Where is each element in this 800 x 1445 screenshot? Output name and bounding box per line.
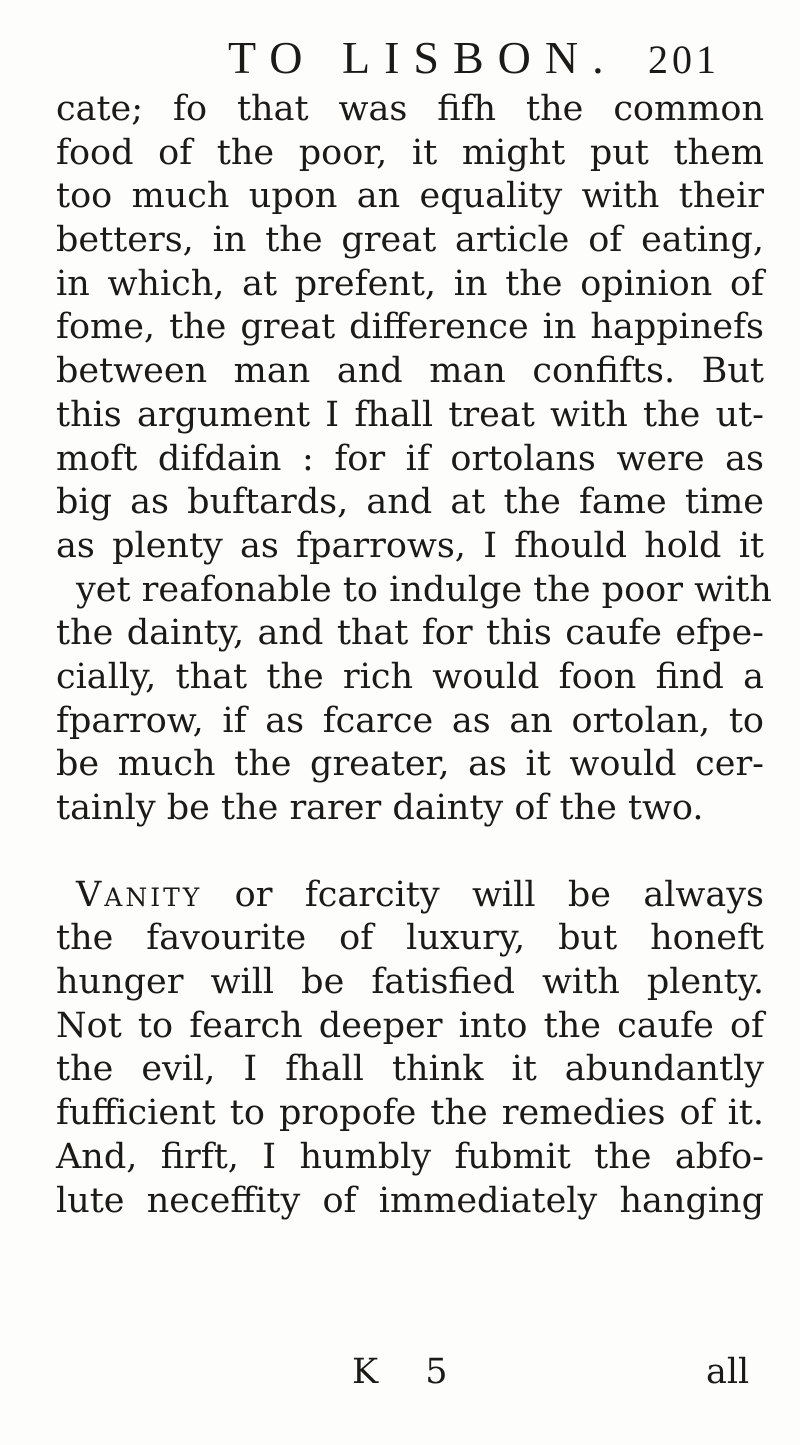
text-line: cate; fo that was fifh the common: [56, 89, 764, 129]
text-line: cially, that the rich would foon find a: [56, 656, 764, 697]
text-line: the dainty, and that for this caufe efpe-: [56, 613, 764, 654]
text-line: food of the poor, it might put them: [56, 132, 764, 173]
text-line: hunger will be fatisfied with plenty.: [56, 962, 764, 1003]
body-text: [56, 88, 772, 1223]
paragraph-2: [56, 874, 764, 1224]
paragraph-gap: [56, 831, 764, 874]
text-line: moft difdain : for if ortolans were as: [56, 438, 764, 479]
text-line: Not to fearch deeper into the caufe of: [56, 1005, 764, 1046]
text-line: between man and man confifts. But: [56, 351, 764, 392]
text-line: betters, in the great article of eating,: [56, 220, 764, 261]
signature-mark: K 5: [352, 1352, 466, 1392]
text-line: lute neceffity of immediately hanging: [56, 1180, 764, 1221]
small-caps-word: Vanity: [76, 874, 203, 915]
text-line: big as buftards, and at the fame time: [56, 482, 764, 523]
first-line-rest: or fcarcity will be always: [234, 874, 764, 915]
text-line: in which, at prefent, in the opinion of: [56, 263, 764, 304]
page-footer: [0, 1352, 800, 1392]
text-line: yet reafonable to indulge the poor with: [76, 569, 772, 610]
text-line: the evil, I fhall think it abundantly: [56, 1049, 764, 1090]
text-line: the favourite of luxury, but honeft: [56, 918, 764, 959]
text-line: tainly be the rarer dainty of the two.: [56, 788, 704, 828]
catchword: all: [706, 1352, 750, 1392]
text-line: as plenty as fparrows, I fhould hold it: [56, 525, 764, 566]
text-line: fome, the great difference in happinefs: [56, 307, 764, 348]
text-line: fparrow, if as fcarce as an ortolan, to: [56, 700, 764, 741]
paragraph-1: [56, 88, 772, 831]
text-line: too much upon an equality with their: [56, 176, 764, 217]
text-line-first: [56, 874, 764, 918]
text-line: fufficient to propofe the remedies of it.: [56, 1093, 764, 1134]
text-line: be much the greater, as it would cer-: [56, 744, 764, 785]
text-line: this argument I fhall treat with the ut-: [56, 394, 764, 435]
page-number: 201: [648, 37, 720, 82]
running-head-title: TO LISBON.: [228, 32, 618, 83]
running-head: [0, 28, 800, 88]
text-line: And, firft, I humbly fubmit the abfo-: [56, 1136, 764, 1177]
